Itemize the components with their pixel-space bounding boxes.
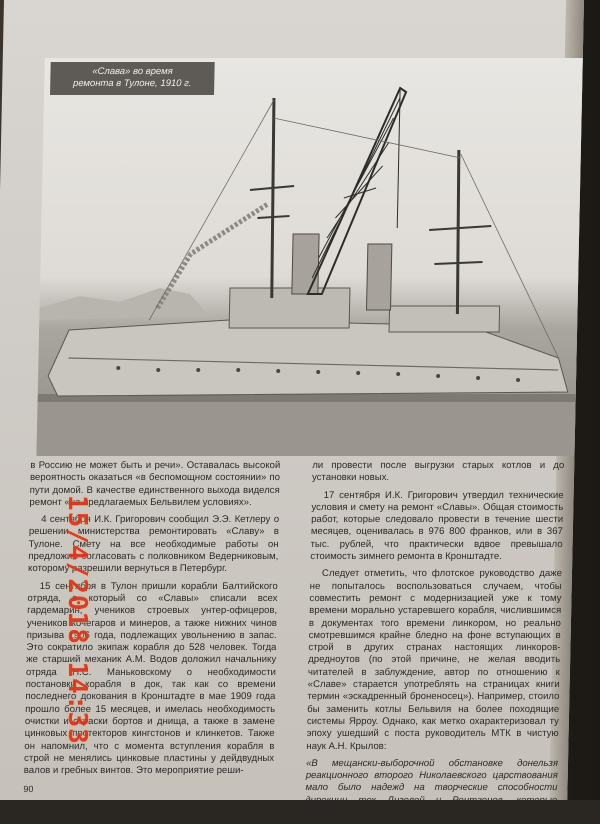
paragraph: 15 сентября в Тулон пришли корабли Балтийского отряда, в который со «Славы» списали всех гардемарин, учеников строевых унтер-офицеров, учеников кочегаров и минеров, а также нижних чинов призыва 1906 года, подлежащих увольнению в запас. Это сократило экипаж корабля до 528 человек. Тогда же старший механик А.М. Водов доложил начальнику отряда Н.С. Маньковскому о необходимости постановки корабля в док, так как со времени последнего докования в Кронштадте в мае 1909 года прошло более 15 месяцев, и имелась необходимость очистки и окраски бортов и днища, а также в замене цинковых протекторов кингстонов и клинкетов. Также он напомнил, что с момента вступления корабля в строй не менялись цинковые пластины у дейдвудных валов и гребных винтов. Это мероприятие реши- [23, 580, 278, 777]
page-number: 90 [23, 784, 34, 794]
date-stamp: 15/4/2018 14:33 [62, 495, 92, 745]
text-column-right [305, 460, 565, 824]
aft-superstructure [389, 306, 500, 332]
superstructure [229, 288, 350, 328]
harbor-water [36, 398, 575, 456]
caption-line-2: ремонта в Тулоне, 1910 г. [72, 78, 192, 89]
funnel-aft [367, 244, 392, 310]
ship-photo [36, 58, 582, 456]
paragraph: Следует отметить, что флотское руководство даже не попыталось воспользоваться случаем, чтобы совместить ремонт с модернизацией уже к тому времени морально устаревшего корабля, числившимся в документах того времени линкором, но реально смотревшимся крайне бледно на фоне вступающих в строй в других странах настоящих линкоров-дредноутов (по этой причине, не желая вводить читателей в заблуждение, автор по отношению к «Славе» старается употреблять на страницах книги термин «эскадренный броненосец»). Например, стоило бы заменить котлы Бельвиля на более походящие системы Ярроу. Однако, как метко охарактеризовал ту эпоху ушедший с поста руководитель МТК в чистую наук А.Н. Крылов: [306, 568, 563, 752]
funnel-fore [292, 234, 319, 294]
main-mast [455, 150, 460, 314]
quote-paragraph: «В мещански-выборочной обстановке донельзя реакционного второго Николаевского царствования мало было надежд на творческие способности дирекции тех Дизелей и Рентгенов, которые двигают впе- [304, 757, 559, 819]
fore-mast [270, 98, 276, 298]
caption-line-1: «Слава» во время [92, 66, 173, 77]
hills [39, 288, 210, 320]
photo-caption [50, 62, 215, 95]
battleship-illustration [36, 58, 582, 456]
paragraph: в Россию не может быть и речи». Оставалась высокой вероятность оказаться «в беспомощном состоянии» по пути домой. В качестве единственного выхода виделся ремонт «на предлагаемых Бельвилем условиях». [29, 460, 281, 508]
paragraph: 4 сентября И.К. Григорович сообщил Э.Э. Кетлеру о решении министерства ремонтировать «Славу» в Тулоне. Смету на все необходимые работы он предложил согласовать с полковником Ведерниковым, которому разрешили вернуться в Петербург. [27, 514, 280, 575]
paragraph: 17 сентября И.К. Григорович утвердил технические условия и смету на ремонт «Славы». Общая стоимость работ, которые следовало провести в течение шести месяцев, оценивалась в 976 800 франков, или в 367 тыс. рублей, что практически вдвое превышало стоимость зимнего ремонта в Кронштадте. [310, 489, 564, 563]
paragraph: ли провести после выгрузки старых котлов и до установки новых. [311, 460, 565, 484]
